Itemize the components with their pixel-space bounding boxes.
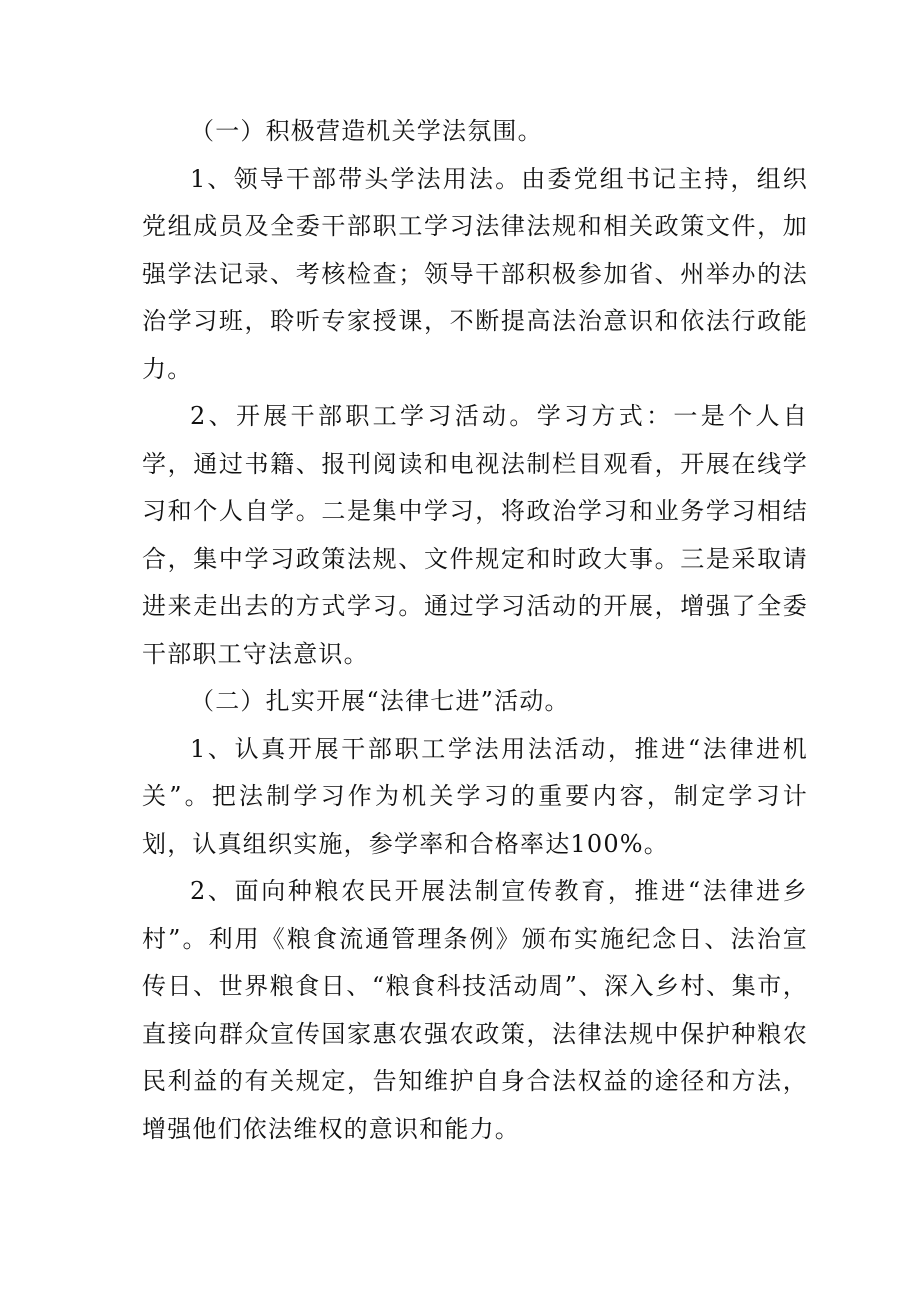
section-heading-2: （二）扎实开展“法律七进”活动。 bbox=[190, 687, 570, 715]
section1-item-2: 2、开展干部职工学习活动。学习方式：一是个人自学，通过书籍、报刊阅读和电视法制栏目观看，开展在线学习和个人自学。二是集中学习，将政治学习和业务学习相结合，集中学习政策法规、文件规定和时政大事。三是采取请进来走出去的方式学习。通过学习活动的开展，增强了全委干部职工守法意识。 bbox=[142, 402, 808, 668]
section2-item-1: 1、认真开展干部职工学法用法活动，推进“法律进机关”。把法制学习作为机关学习的重要内容，制定学习计划，认真组织实施，参学率和合格率达100%。 bbox=[142, 734, 808, 858]
section2-item-2: 2、面向种粮农民开展法制宣传教育，推进“法律进乡村”。利用《粮食流通管理条例》颁布实施纪念日、法治宣传日、世界粮食日、“粮食科技活动周”、深入乡村、集市，直接向群众宣传国家惠农强农政策，法律法规中保护种粮农民利益的有关规定，告知维护自身合法权益的途径和方法，增强他们依法维权的意识和能力。 bbox=[142, 877, 808, 1143]
section-heading-1: （一）积极营造机关学法氛围。 bbox=[190, 117, 543, 145]
section1-item-1: 1、领导干部带头学法用法。由委党组书记主持，组织党组成员及全委干部职工学习法律法规和相关政策文件，加强学法记录、考核检查；领导干部积极参加省、州举办的法治学习班，聆听专家授课，不断提高法治意识和依法行政能力。 bbox=[142, 164, 808, 383]
